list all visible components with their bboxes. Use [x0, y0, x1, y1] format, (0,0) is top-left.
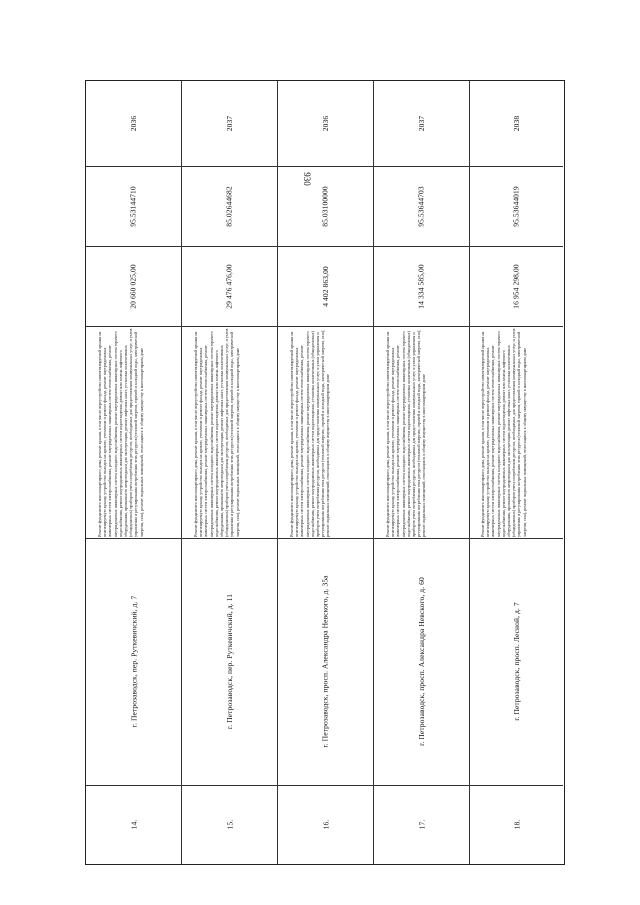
row-year: 2037: [417, 115, 426, 132]
row-cost: 14 334 585,00: [417, 263, 426, 309]
row-year: 2037: [225, 115, 234, 132]
row-works: Ремонт фундамента многоквартирного дома, ремонт крыши, в том числе переустройство невентилируемой крыши на вентилируемую крышу, устройство выходов на кровлю, утепление и ремонт фасада, ремонт внутридомовых инженерных систем электроснабжения, ремонт внутридомовых инженерных систем теплоснабжения, ремонт внутридомовых инженерных систем холодного водоснабжения, ремонт внутридомовых инженерных систем горячего водоснабжения, ремонт внутридомовых инженерных систем водоотведения, ремонт или замена лифтового оборудования, признанного непригодным для эксплуатации, ремонт лифтовых шахт, установка коллективных (общедомовых) приборов учета потребления ресурсов, необходимых для предоставления коммунальных услуг, и узлов управления и регулирования потребления этих ресурсов (тепловой энергии, горячей и холодной воды, электрической энергии, газа), ремонт подвальных помещений, относящихся к общему имуществу в многоквартирном доме: [479, 328, 527, 537]
row-code: 95.53144710: [128, 185, 138, 227]
program-table: [85, 80, 565, 865]
row-address: г. Петрозаводск, просп. Александра Невского, д. 60: [417, 577, 427, 746]
row-cost: 4 402 863,00: [320, 265, 330, 307]
row-address: г. Петрозаводск, просп. Александра Невского, д. 35а: [321, 575, 330, 748]
table-row: [182, 81, 278, 864]
row-address: г. Петрозаводск, просп. Лесной, д. 7: [512, 602, 522, 721]
row-year: 2036: [129, 115, 138, 132]
table-row: [278, 81, 374, 864]
row-code: 85.03100000: [320, 185, 330, 227]
row-cost: 20 660 025,00: [129, 263, 138, 309]
page-number: 930: [302, 172, 312, 186]
row-number: 14.: [129, 819, 138, 830]
row-year: 2038: [512, 115, 521, 132]
row-cost: 29 476 476,00: [225, 263, 234, 309]
row-address: г. Петрозаводск, пер. Руткевичский, д. 7: [129, 595, 139, 728]
row-works: Ремонт фундамента многоквартирного дома, ремонт крыши, в том числе переустройство невентилируемой крыши на вентилируемую крышу, устройство выходов на кровлю, утепление и ремонт фасада, ремонт внутридомовых инженерных систем электроснабжения, ремонт внутридомовых инженерных систем теплоснабжения, ремонт внутридомовых инженерных систем холодного водоснабжения, ремонт внутридомовых инженерных систем горячего водоснабжения, ремонт внутридомовых инженерных систем водоотведения, установка коллективных (общедомовых) приборов учета потребления ресурсов, необходимых для предоставления коммунальных услуг, и узлов управления и регулирования потребления этих ресурсов (тепловой энергии, горячей и холодной воды, электрической энергии, газа), ремонт подвальных помещений, относящихся к общему имуществу в многоквартирном доме: [288, 329, 330, 537]
row-works: Ремонт фундамента многоквартирного дома, ремонт крыши, в том числе переустройство невентилируемой крыши на вентилируемую крышу, устройство выходов на кровлю, утепление и ремонт фасада, ремонт внутридомовых инженерных систем электроснабжения, ремонт внутридомовых инженерных систем теплоснабжения, ремонт внутридомовых инженерных систем холодного водоснабжения, ремонт внутридомовых инженерных систем горячего водоснабжения, ремонт внутридомовых инженерных систем водоотведения, установка коллективных (общедомовых) приборов учета потребления ресурсов, необходимых для предоставления коммунальных услуг, и узлов управления и регулирования потребления этих ресурсов (тепловой энергии, горячей и холодной воды, электрической энергии, газа), ремонт подвальных помещений, относящихся к общему имуществу в многоквартирном доме: [384, 329, 426, 537]
table-row: [86, 81, 182, 864]
row-number: 18.: [512, 819, 521, 830]
row-works: Ремонт фундамента многоквартирного дома, ремонт крыши, в том числе переустройство невентилируемой крыши на вентилируемую крышу, устройство выходов на кровлю, утепление и ремонт фасада, ремонт внутридомовых инженерных систем электроснабжения, ремонт внутридомовых инженерных систем теплоснабжения, ремонт внутридомовых инженерных систем холодного водоснабжения, ремонт внутридомовых инженерных систем горячего водоснабжения, ремонт внутридомовых инженерных систем водоотведения, ремонт или замена лифтового оборудования, признанного непригодным для эксплуатации, ремонт лифтовых шахт, установка коллективных (общедомовых) приборов учета потребления ресурсов, необходимых для предоставления коммунальных услуг, и узлов управления и регулирования потребления этих ресурсов (тепловой энергии, горячей и холодной воды, электрической энергии, газа), ремонт подвальных помещений, относящихся к общему имуществу в многоквартирном доме: [96, 328, 144, 537]
row-number: 16.: [321, 819, 330, 830]
row-address: г. Петрозаводск, пер. Руткевичский, д. 11: [225, 593, 234, 730]
table-row: [470, 81, 563, 864]
row-code: 95.53644703: [416, 185, 426, 227]
row-number: 15.: [225, 819, 234, 830]
row-code: 85.02644682: [224, 185, 234, 227]
table-row: [374, 81, 470, 864]
row-code: 95.53644019: [511, 185, 521, 227]
row-works: Ремонт фундамента многоквартирного дома, ремонт крыши, в том числе переустройство невентилируемой крыши на вентилируемую крышу, устройство выходов на кровлю, утепление и ремонт фасада, ремонт внутридомовых инженерных систем электроснабжения, ремонт внутридомовых инженерных систем теплоснабжения, ремонт внутридомовых инженерных систем холодного водоснабжения, ремонт внутридомовых инженерных систем горячего водоснабжения, ремонт внутридомовых инженерных систем водоотведения, ремонт или замена лифтового оборудования, признанного непригодным для эксплуатации, ремонт лифтовых шахт, установка коллективных (общедомовых) приборов учета потребления ресурсов, необходимых для предоставления коммунальных услуг, и узлов управления и регулирования потребления этих ресурсов (тепловой энергии, горячей и холодной воды, электрической энергии, газа), ремонт подвальных помещений, относящихся к общему имуществу в многоквартирном доме: [192, 328, 240, 537]
row-cost: 16 954 298,00: [512, 263, 521, 309]
row-number: 17.: [417, 819, 426, 830]
row-year: 2036: [321, 115, 330, 132]
